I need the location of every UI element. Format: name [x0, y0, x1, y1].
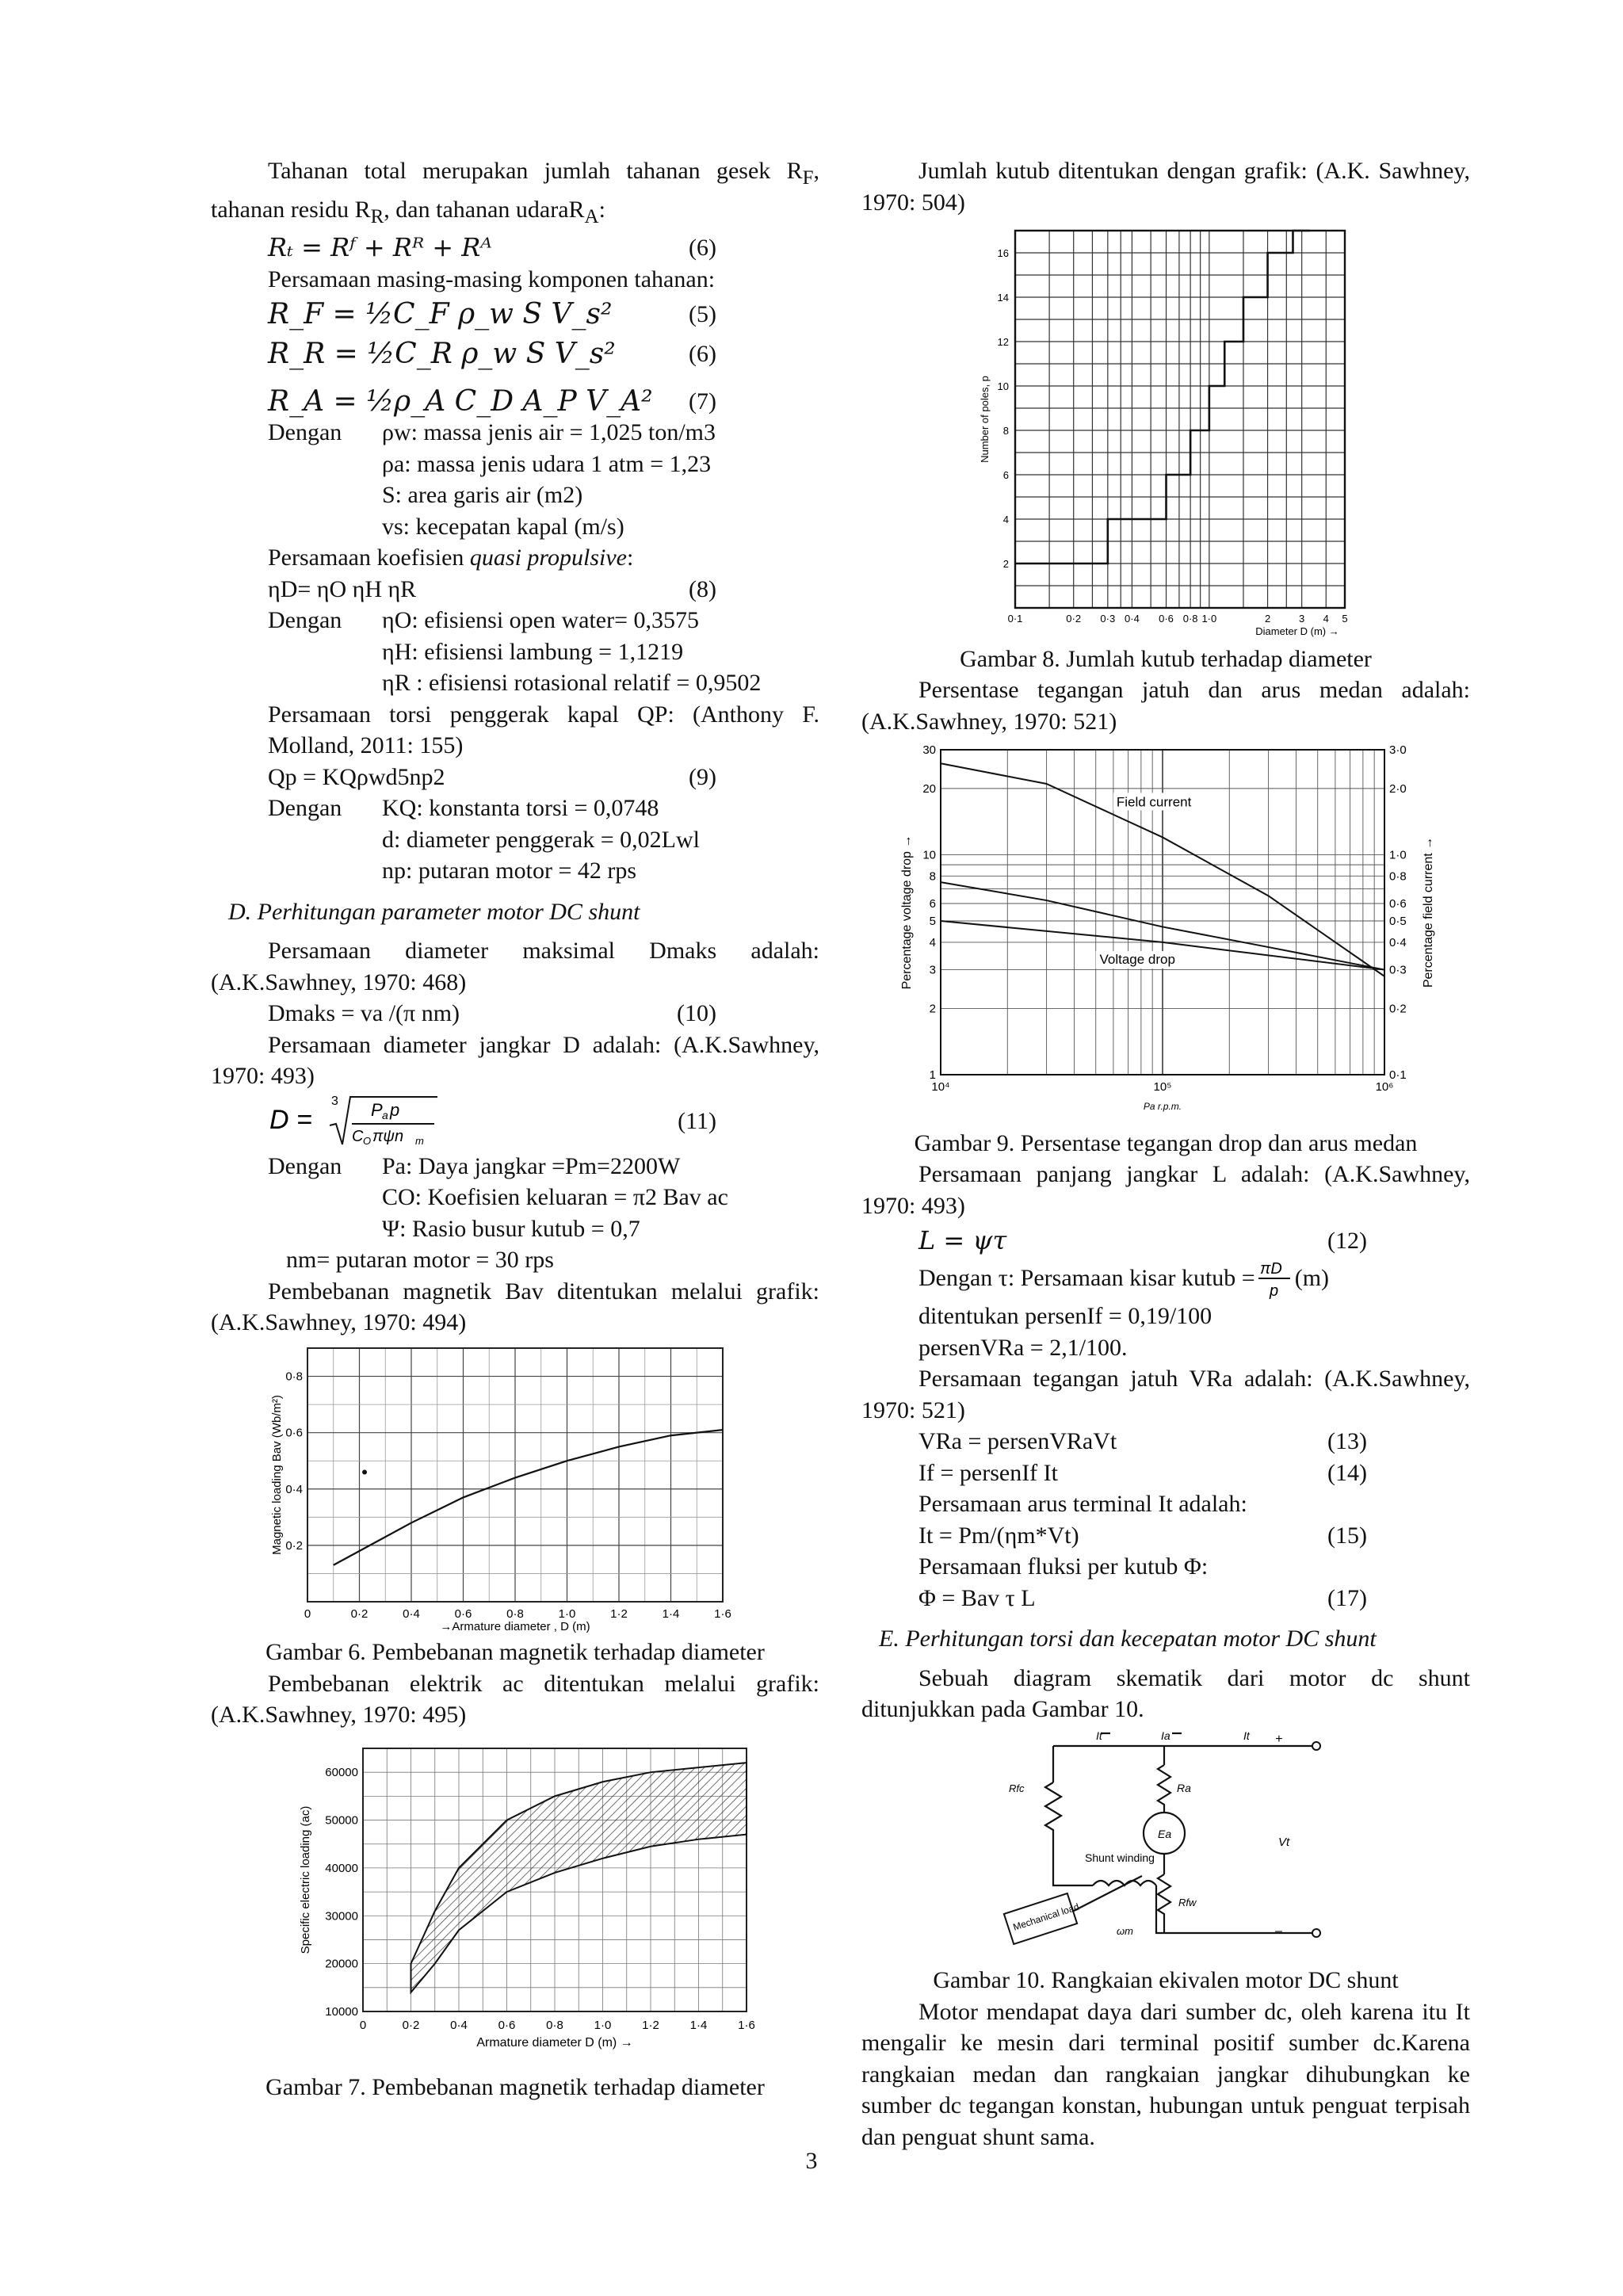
x-tick-label: 0·6: [1159, 613, 1174, 625]
y-tick-label: 60000: [325, 1765, 358, 1779]
figure-7-chart: [290, 1742, 755, 2059]
paragraph-torque: Persamaan torsi penggerak kapal QP: (Anthony F. Molland, 2011: 155): [268, 701, 819, 758]
x-tick-label: 0·6: [498, 2018, 516, 2032]
paragraph-djangkar: Persamaan diameter jangkar D adalah: (A.K.Sawhney, 1970: 493): [211, 1031, 819, 1089]
x-axis-label: Pa r.p.m.: [1143, 1101, 1182, 1112]
x-tick-label: 1·6: [738, 2018, 755, 2032]
caption-figure-7: Gambar 7. Pembebanan magnetik terhadap diameter: [265, 2074, 765, 2100]
y-tick-label: 0·2: [285, 1538, 303, 1553]
x-tick-label: 1·0: [594, 2018, 612, 2032]
y-tick-label: 40000: [325, 1861, 358, 1875]
svg-text:P: P: [371, 1099, 383, 1120]
y-tick-label: 30000: [325, 1908, 358, 1923]
x-tick-label: 4: [1323, 613, 1329, 625]
x-tick-label: 1·2: [610, 1606, 628, 1621]
y-tick-label: 10: [997, 380, 1009, 392]
y-tick-label: 50000: [325, 1813, 358, 1828]
x-tick-label: 10⁴: [931, 1080, 950, 1094]
caption-figure-8: Gambar 8. Jumlah kutub terhadap diameter: [960, 645, 1372, 672]
x-tick-label: 1·0: [1201, 613, 1217, 625]
equation-5: R_F = ½C_F ρ_w S V_s² (5): [268, 298, 716, 331]
left-tick-label: 6: [929, 897, 936, 911]
var-area: S: area garis air (m2): [382, 482, 583, 508]
paragraph-panjang: Persamaan panjang jangkar L adalah: (A.K.Sawhney, 1970: 493): [861, 1161, 1470, 1219]
figure-7: [290, 1742, 819, 2068]
equation-7: R_A = ½ρ_A C_D A_P V_A² (7): [268, 384, 716, 418]
terminal-plus: [1312, 1742, 1320, 1750]
left-column: [211, 155, 819, 2103]
svg-text:D =: D =: [269, 1104, 312, 1135]
y-tick-label: 8: [1002, 425, 1009, 437]
y-tick-label: 0·4: [285, 1482, 303, 1496]
right-tick-label: 0·6: [1389, 897, 1407, 911]
paragraph-components: Persamaan masing-masing komponen tahanan:: [268, 266, 716, 292]
y-axis-label: Specific electric loading (ac): [299, 1805, 312, 1954]
x-tick-label: 2: [1264, 613, 1271, 625]
equation-6b: R_R = ½C_R ρ_w S V_s² (6): [268, 338, 716, 371]
equation-11-formula: [268, 1094, 442, 1149]
tau-fraction: [1255, 1256, 1295, 1301]
x-tick-label: 0·2: [402, 2018, 420, 2032]
var-eta-o: Dengan ηO: efisiensi open water= 0,3575: [268, 607, 700, 633]
left-tick-label: 3: [929, 963, 936, 977]
circuit-label: Ia: [1161, 1729, 1170, 1742]
svg-text:a: a: [382, 1108, 388, 1121]
paragraph-motor: Motor mendapat daya dari sumber dc, oleh karena itu It mengalir ke mesin dari terminal positif sumber dc.Karena rangkaian medan dan rangkaian jangkar dihubungkan ke sumber dc tegangan konstan, hubungan untuk penguat terpisah dan penguat shunt sama.: [861, 1998, 1470, 2150]
svg-text:p: p: [390, 1099, 400, 1120]
var-np: np: putaran motor = 42 rps: [382, 858, 637, 884]
right-tick-label: 0·1: [1389, 1068, 1407, 1082]
x-tick-label: 0·1: [1007, 613, 1023, 625]
figure-9-chart: [893, 739, 1448, 1119]
left-tick-label: 30: [922, 743, 936, 757]
x-tick-label: 0·8: [546, 2018, 563, 2032]
circuit-label: Rfc: [1009, 1782, 1025, 1794]
section-heading-e: E. Perhitungan torsi dan kecepatan motor DC shunt: [879, 1626, 1377, 1652]
left-tick-label: 5: [929, 914, 936, 928]
x-tick-label: 0: [359, 2018, 367, 2032]
x-axis-label: →Armature diameter , D (m): [440, 1619, 590, 1633]
x-tick-label: 0·4: [1125, 613, 1140, 625]
figure-8: [974, 223, 1470, 644]
caption-figure-10: Gambar 10. Rangkaian ekivalen motor DC shunt: [933, 1967, 1399, 1993]
left-tick-label: 1: [929, 1068, 936, 1082]
figure-9: [893, 739, 1470, 1128]
circuit-label: Rfw: [1178, 1896, 1197, 1908]
bav-curve: [334, 1430, 723, 1565]
field-current-label: Field current: [1116, 794, 1192, 810]
circuit-label: –: [1275, 1924, 1282, 1938]
paragraph-fluks: Persamaan fluksi per kutub Φ:: [918, 1553, 1209, 1580]
equation-13: VRa = persenVRaVt (13): [918, 1428, 1367, 1454]
x-tick-label: 0: [304, 1606, 311, 1621]
paragraph-quasi: Persamaan koefisien quasi propulsive:: [268, 544, 634, 571]
var-tau: Dengan τ: Persamaan kisar kutub = πD p (m): [861, 1256, 1470, 1301]
section-heading-d: D. Perhitungan parameter motor DC shunt: [228, 898, 640, 925]
paragraph-ac: Pembebanan elektrik ac ditentukan melalui grafik: (A.K.Sawhney, 1970: 495): [211, 1670, 819, 1728]
circuit-label: Ra: [1177, 1781, 1191, 1794]
equation-9: Qp = KQρwd5np2 (9): [268, 763, 716, 790]
right-tick-label: 0·4: [1389, 935, 1407, 949]
var-kq: Dengan KQ: konstanta torsi = 0,0748: [268, 795, 659, 821]
x-tick-label: 0·2: [1066, 613, 1082, 625]
y-tick-label: 0·6: [285, 1426, 303, 1440]
left-tick-label: 2: [929, 1002, 936, 1016]
y-tick-label: 0·8: [285, 1370, 303, 1384]
x-tick-label: 5: [1342, 613, 1348, 625]
rfw-resistor: [1158, 1874, 1170, 1933]
right-tick-label: 0·8: [1389, 869, 1407, 884]
terminal-minus: [1312, 1929, 1320, 1937]
equation-10: Dmaks = va /(π nm) (10): [268, 1000, 716, 1026]
page-number: 3: [805, 2148, 818, 2174]
paragraph-dmaks: Persamaan diameter maksimal Dmaks adalah: (A.K.Sawhney, 1970: 468): [211, 938, 819, 995]
figure-6-chart: [263, 1343, 731, 1633]
x-tick-label: 1·6: [714, 1606, 731, 1621]
caption-figure-6: Gambar 6. Pembebanan magnetik terhadap diameter: [265, 1639, 765, 1665]
var-persen-vra: persenVRa = 2,1/100.: [918, 1334, 1128, 1361]
voltage-drop-label: Voltage drop: [1099, 952, 1175, 968]
equation-11: D = 3 P a p C O πψn m (11): [211, 1092, 819, 1151]
var-pa: Dengan Pa: Daya jangkar =Pm=2200W: [268, 1152, 681, 1179]
left-tick-label: 8: [929, 869, 936, 884]
paragraph-skema: Sebuah diagram skematik dari motor dc shunt ditunjukkan pada Gambar 10.: [861, 1664, 1470, 1722]
svg-text:πψn: πψn: [372, 1127, 404, 1145]
paragraph-vra: Persamaan tegangan jatuh VRa adalah: (A.K.Sawhney, 1970: 521): [861, 1366, 1470, 1423]
y-tick-label: 2: [1002, 558, 1009, 570]
circuit-label: Ea: [1158, 1827, 1172, 1840]
var-d-prop: d: diameter penggerak = 0,02Lwl: [382, 826, 700, 853]
x-axis-label: Armature diameter D (m) →: [476, 2035, 633, 2050]
armature-resistor: [1158, 1765, 1170, 1813]
field-resistor: [1045, 1782, 1061, 1870]
equation-12-formula: L = ψτ: [918, 1224, 1007, 1255]
svg-text:πD: πD: [1259, 1260, 1282, 1278]
right-tick-label: 0·5: [1389, 914, 1407, 928]
right-tick-label: 0·2: [1389, 1002, 1407, 1016]
svg-text:p: p: [1269, 1282, 1278, 1300]
equation-15: It = Pm/(ηm*Vt) (15): [918, 1522, 1367, 1549]
y-tick-label: 10000: [325, 2004, 358, 2019]
left-axis-label: Percentage voltage drop →: [900, 835, 914, 990]
svg-text:3: 3: [331, 1094, 338, 1108]
var-vs: vs: kecepatan kapal (m/s): [382, 513, 624, 540]
var-persen-if: ditentukan persenIf = 0,19/100: [918, 1303, 1212, 1329]
paragraph-bav: Pembebanan magnetik Bav ditentukan melalui grafik: (A.K.Sawhney, 1970: 494): [211, 1278, 819, 1335]
circuit-label: Shunt winding: [1085, 1851, 1155, 1864]
svg-text:C: C: [352, 1127, 364, 1145]
y-tick-label: 12: [997, 336, 1009, 348]
x-tick-label: 0·6: [454, 1606, 472, 1621]
paragraph-persen: Persentase tegangan jatuh dan arus medan adalah: (A.K.Sawhney, 1970: 521): [861, 677, 1470, 735]
x-tick-label: 0·4: [403, 1606, 420, 1621]
x-tick-label: 0·4: [450, 2018, 468, 2032]
equation-8: ηD= ηO ηH ηR (8): [268, 575, 716, 602]
figure-6: [263, 1343, 819, 1637]
figure-8-chart: [974, 223, 1354, 635]
x-tick-label: 1·4: [662, 1606, 680, 1621]
circuit-label: It: [1096, 1729, 1102, 1742]
y-tick-label: 16: [997, 247, 1009, 259]
x-tick-label: 10⁵: [1153, 1080, 1172, 1094]
equation-6: Rₜ = Rᶠ + Rᴿ + Rᴬ (6): [268, 232, 716, 262]
svg-text:m: m: [415, 1134, 424, 1147]
x-tick-label: 0·8: [506, 1606, 524, 1621]
circuit-label: Vt: [1278, 1835, 1290, 1849]
paragraph-kutub: Jumlah kutub ditentukan dengan grafik: (A.K. Sawhney, 1970: 504): [861, 158, 1470, 216]
x-tick-label: 1·0: [558, 1606, 576, 1621]
y-axis-label: Number of poles, p: [979, 376, 991, 463]
var-nm: nm= putaran motor = 30 rps: [286, 1247, 554, 1273]
plot-frame: [1015, 231, 1345, 608]
circuit-label: Mechanical load: [1011, 1901, 1081, 1933]
x-tick-label: 0·3: [1100, 613, 1116, 625]
field-bottom-wire: [1053, 1870, 1093, 1885]
shaft: [1074, 1876, 1142, 1911]
var-psi: Ψ: Rasio busur kutub = 0,7: [382, 1215, 640, 1242]
var-eta-h: ηH: efisiensi lambung = 1,1219: [382, 638, 684, 665]
left-tick-label: 20: [922, 781, 936, 796]
right-tick-label: 0·3: [1389, 963, 1407, 977]
var-rho-a: ρa: massa jenis udara 1 atm = 1,23: [382, 450, 712, 477]
x-tick-label: 1·4: [689, 2018, 708, 2032]
x-tick-label: 3: [1299, 613, 1305, 625]
figure-10-circuit: [1006, 1727, 1338, 1957]
y-axis-label: Magnetic loading Bav (Wb/m²): [270, 1394, 284, 1555]
right-tick-label: 1·0: [1389, 848, 1407, 862]
circuit-label: ωm: [1117, 1924, 1133, 1937]
left-tick-label: 10: [922, 848, 936, 862]
equation-17: Φ = Bav τ L (17): [918, 1584, 1367, 1611]
y-tick-label: 4: [1002, 514, 1009, 525]
var-eta-r: ηR : efisiensi rotasional relatif = 0,9502: [382, 670, 762, 696]
var-rho-w: Dengan ρw: massa jenis air = 1,025 ton/m3: [268, 419, 716, 445]
equation-14: If = persenIf It (14): [918, 1459, 1367, 1486]
poles-step-curve: [1015, 231, 1310, 563]
right-tick-label: 2·0: [1389, 781, 1407, 796]
x-tick-label: 10⁶: [1375, 1080, 1394, 1094]
var-co: CO: Koefisien keluaran = π2 Bav ac: [382, 1184, 728, 1210]
y-tick-label: 6: [1002, 469, 1009, 481]
data-point: [362, 1469, 367, 1474]
x-tick-label: 0·8: [1182, 613, 1198, 625]
left-tick-label: 4: [929, 935, 936, 949]
figure-10: [1006, 1727, 1470, 1966]
equation-12: L = ψτ (12): [918, 1224, 1367, 1255]
x-axis-label: Diameter D (m) →: [1255, 625, 1339, 637]
svg-text:O: O: [363, 1134, 372, 1147]
right-axis-label: Percentage field current →: [1422, 836, 1435, 988]
y-tick-label: 20000: [325, 1957, 358, 1971]
right-column: [861, 155, 1470, 2153]
x-tick-label: 0·2: [350, 1606, 369, 1621]
paragraph-it: Persamaan arus terminal It adalah:: [918, 1491, 1247, 1517]
y-tick-label: 14: [997, 292, 1009, 304]
caption-figure-9: Gambar 9. Persentase tegangan drop dan arus medan: [914, 1129, 1418, 1156]
x-tick-label: 1·2: [642, 2018, 659, 2032]
right-tick-label: 3·0: [1389, 743, 1407, 757]
paragraph-total-resistance: Tahanan total merupakan jumlah tahanan gesek $R_F$, tahanan residu $R_R$, dan tahanan udaraR$_A$:: [211, 158, 819, 227]
circuit-label: +: [1275, 1732, 1283, 1746]
circuit-label: It: [1243, 1729, 1250, 1742]
